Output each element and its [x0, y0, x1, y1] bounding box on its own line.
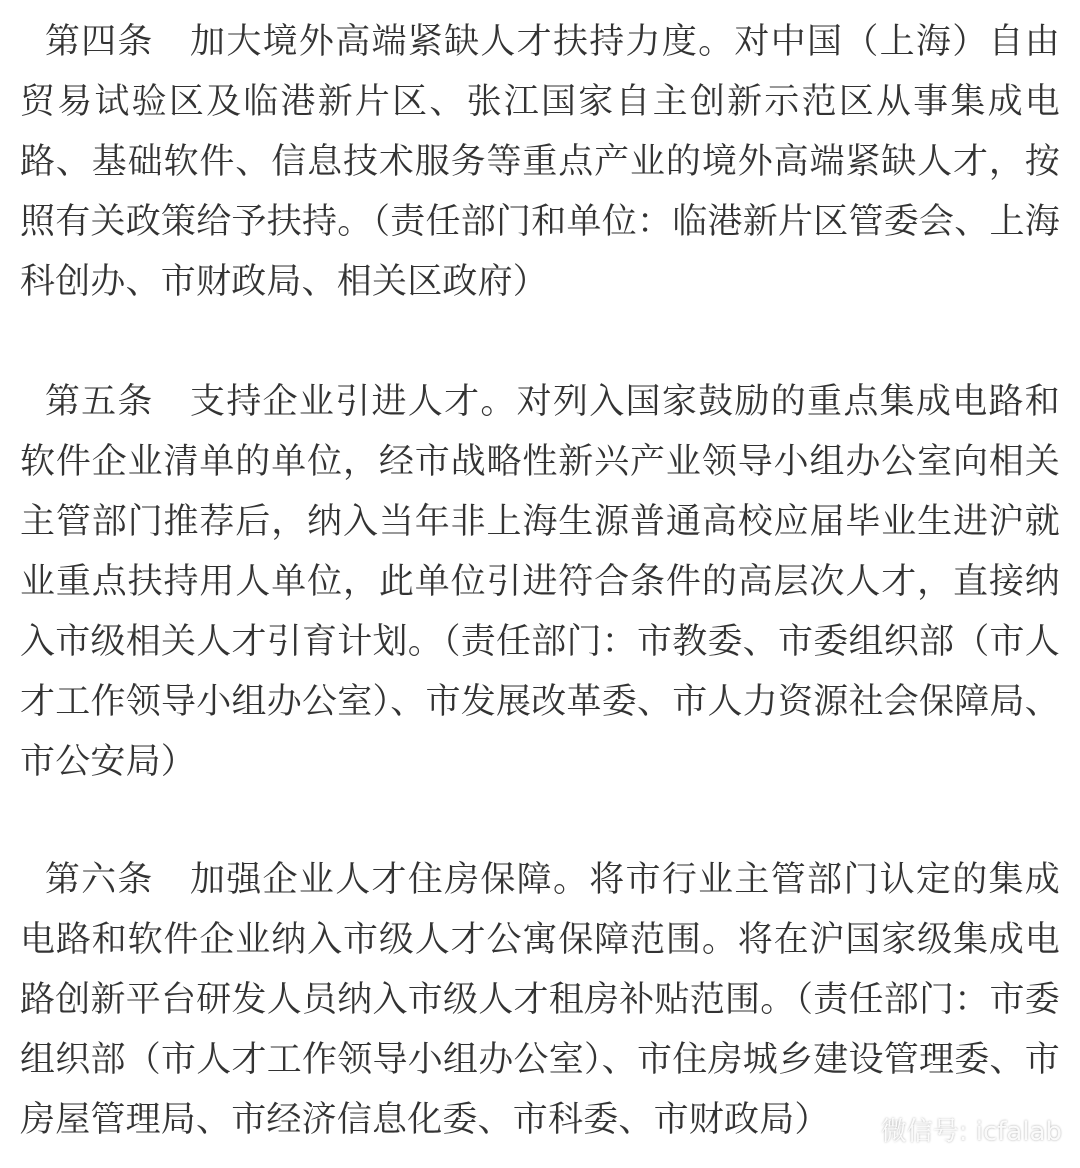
wechat-icon [839, 1116, 873, 1144]
article-6-paragraph: 第六条 加强企业人才住房保障。将市行业主管部门认定的集成电路和软件企业纳入市级人才公寓保障范围。将在沪国家级集成电路创新平台研发人员纳入市级人才租房补贴范围。（责任部门：市委组织部（市人才工作领导小组办公室）、市住房城乡建设管理委、市房屋管理局、市经济信息化委、市科委、市财政局） [20, 860, 1060, 1140]
wechat-watermark [839, 1111, 1062, 1148]
article-5-paragraph: 第五条 支持企业引进人才。对列入国家鼓励的重点集成电路和软件企业清单的单位，经市战略性新兴产业领导小组办公室向相关主管部门推荐后，纳入当年非上海生源普通高校应届毕业生进沪就业重点扶持用人单位，此单位引进符合条件的高层次人才，直接纳入市级相关人才引育计划。（责任部门：市教委、市委组织部（市人才工作领导小组办公室）、市发展改革委、市人力资源社会保障局、市公安局） [20, 382, 1060, 782]
watermark-text: 微信号: icfalab [880, 1117, 1062, 1147]
article-4-paragraph: 第四条 加大境外高端紧缺人才扶持力度。对中国（上海）自由贸易试验区及临港新片区、张江国家自主创新示范区从事集成电路、基础软件、信息技术服务等重点产业的境外高端紧缺人才，按照有关政策给予扶持。（责任部门和单位：临港新片区管委会、上海科创办、市财政局、相关区政府） [20, 22, 1060, 302]
